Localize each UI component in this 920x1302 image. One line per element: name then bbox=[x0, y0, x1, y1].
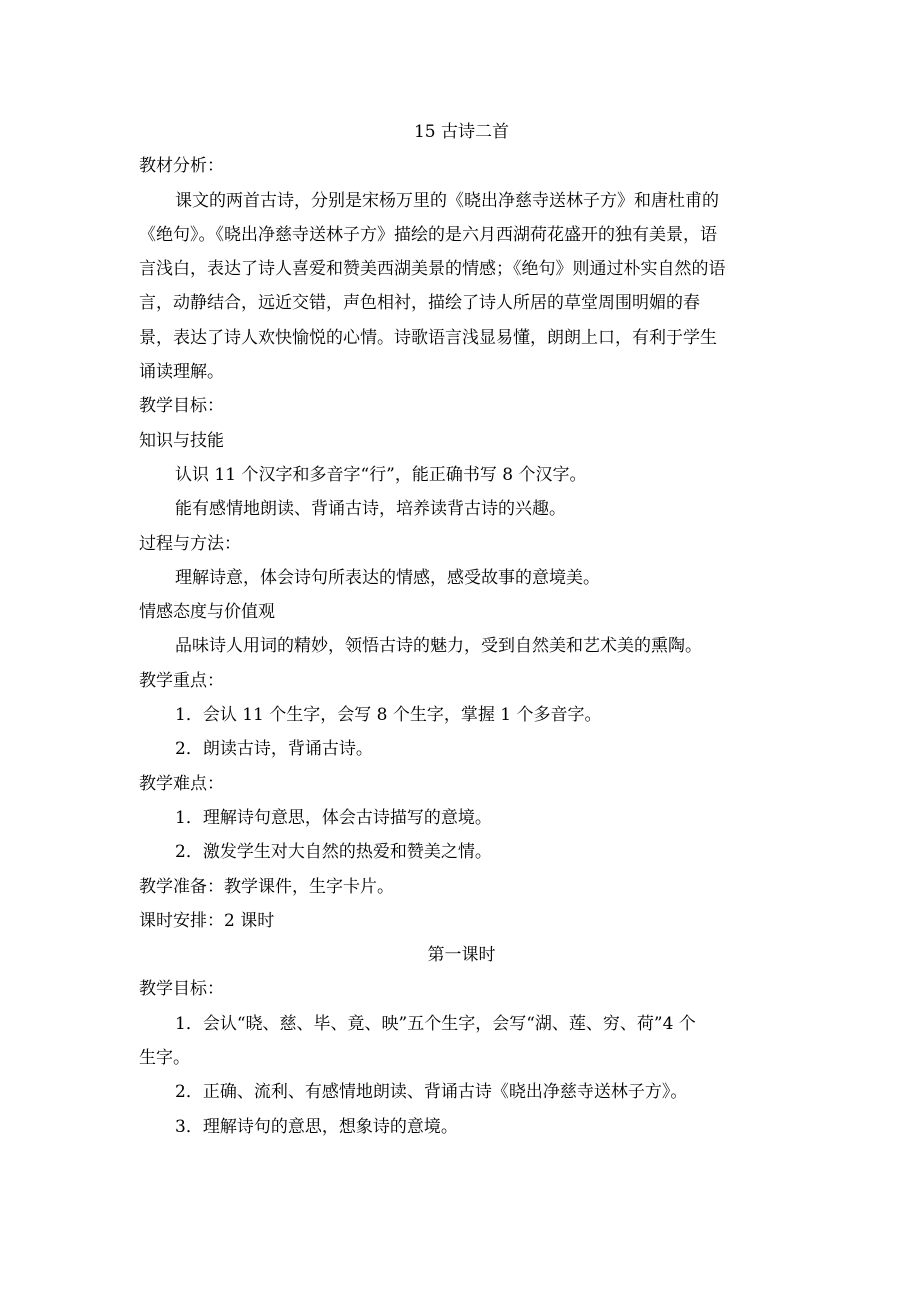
material-analysis-line: 《绝句》。《晓出净慈寺送林子方》描绘的是六月西湖荷花盛开的独有美景，语 bbox=[139, 224, 717, 245]
difficulty-item: 2．激发学生对大自然的热爱和赞美之情。 bbox=[175, 842, 492, 863]
lesson-one-goal-item-continuation: 生字。 bbox=[139, 1048, 190, 1069]
difficulty-item: 1．理解诗句意思，体会古诗描写的意境。 bbox=[175, 807, 492, 828]
lesson-one-goals-heading: 教学目标： bbox=[139, 979, 224, 1000]
knowledge-skills-heading: 知识与技能 bbox=[139, 430, 224, 451]
preparation-line: 教学准备：教学课件，生字卡片。 bbox=[139, 876, 394, 897]
material-analysis-line: 课文的两首古诗，分别是宋杨万里的《晓出净慈寺送林子方》和唐杜甫的 bbox=[175, 190, 719, 211]
key-points-heading: 教学重点： bbox=[139, 670, 224, 691]
key-point-item: 1．会认 11 个生字，会写 8 个生字，掌握 1 个多音字。 bbox=[175, 705, 602, 726]
teaching-goals-heading: 教学目标： bbox=[139, 396, 224, 417]
material-analysis-heading: 教材分析： bbox=[139, 156, 224, 177]
process-method-heading: 过程与方法： bbox=[139, 533, 241, 554]
knowledge-item: 能有感情地朗读、背诵古诗，培养读背古诗的兴趣。 bbox=[175, 499, 566, 520]
difficulties-heading: 教学难点： bbox=[139, 773, 224, 794]
lesson-one-goal-item: 3．理解诗句的意思，想象诗的意境。 bbox=[175, 1116, 458, 1137]
lesson-one-title: 第一课时 bbox=[427, 945, 496, 966]
process-item: 理解诗意，体会诗句所表达的情感，感受故事的意境美。 bbox=[175, 567, 600, 588]
emotion-item: 品味诗人用词的精妙，领悟古诗的魅力，受到自然美和艺术美的熏陶。 bbox=[175, 636, 702, 657]
material-analysis-line: 诵读理解。 bbox=[139, 362, 224, 383]
knowledge-item: 认识 11 个汉字和多音字“行”，能正确书写 8 个汉字。 bbox=[175, 464, 587, 485]
schedule-line: 课时安排：2 课时 bbox=[139, 910, 275, 931]
material-analysis-line: 景，表达了诗人欢快愉悦的心情。诗歌语言浅显易懂，朗朗上口，有利于学生 bbox=[139, 327, 717, 348]
key-point-item: 2．朗读古诗，背诵古诗。 bbox=[175, 739, 373, 760]
document-body bbox=[139, 115, 784, 1144]
material-analysis-line: 言浅白，表达了诗人喜爱和赞美西湖美景的情感；《绝句》则通过朴实自然的语 bbox=[139, 259, 726, 280]
material-analysis-line: 言，动静结合，远近交错，声色相衬，描绘了诗人所居的草堂周围明媚的春 bbox=[139, 293, 700, 314]
emotion-values-heading: 情感态度与价值观 bbox=[139, 602, 275, 623]
lesson-one-goal-item: 2．正确、流利、有感情地朗读、背诵古诗《晓出净慈寺送林子方》。 bbox=[175, 1082, 688, 1103]
lesson-one-goal-item: 1．会认“晓、慈、毕、竟、映”五个生字，会写“湖、莲、穷、荷”4 个 bbox=[175, 1013, 696, 1034]
document-title: 15 古诗二首 bbox=[413, 122, 510, 142]
